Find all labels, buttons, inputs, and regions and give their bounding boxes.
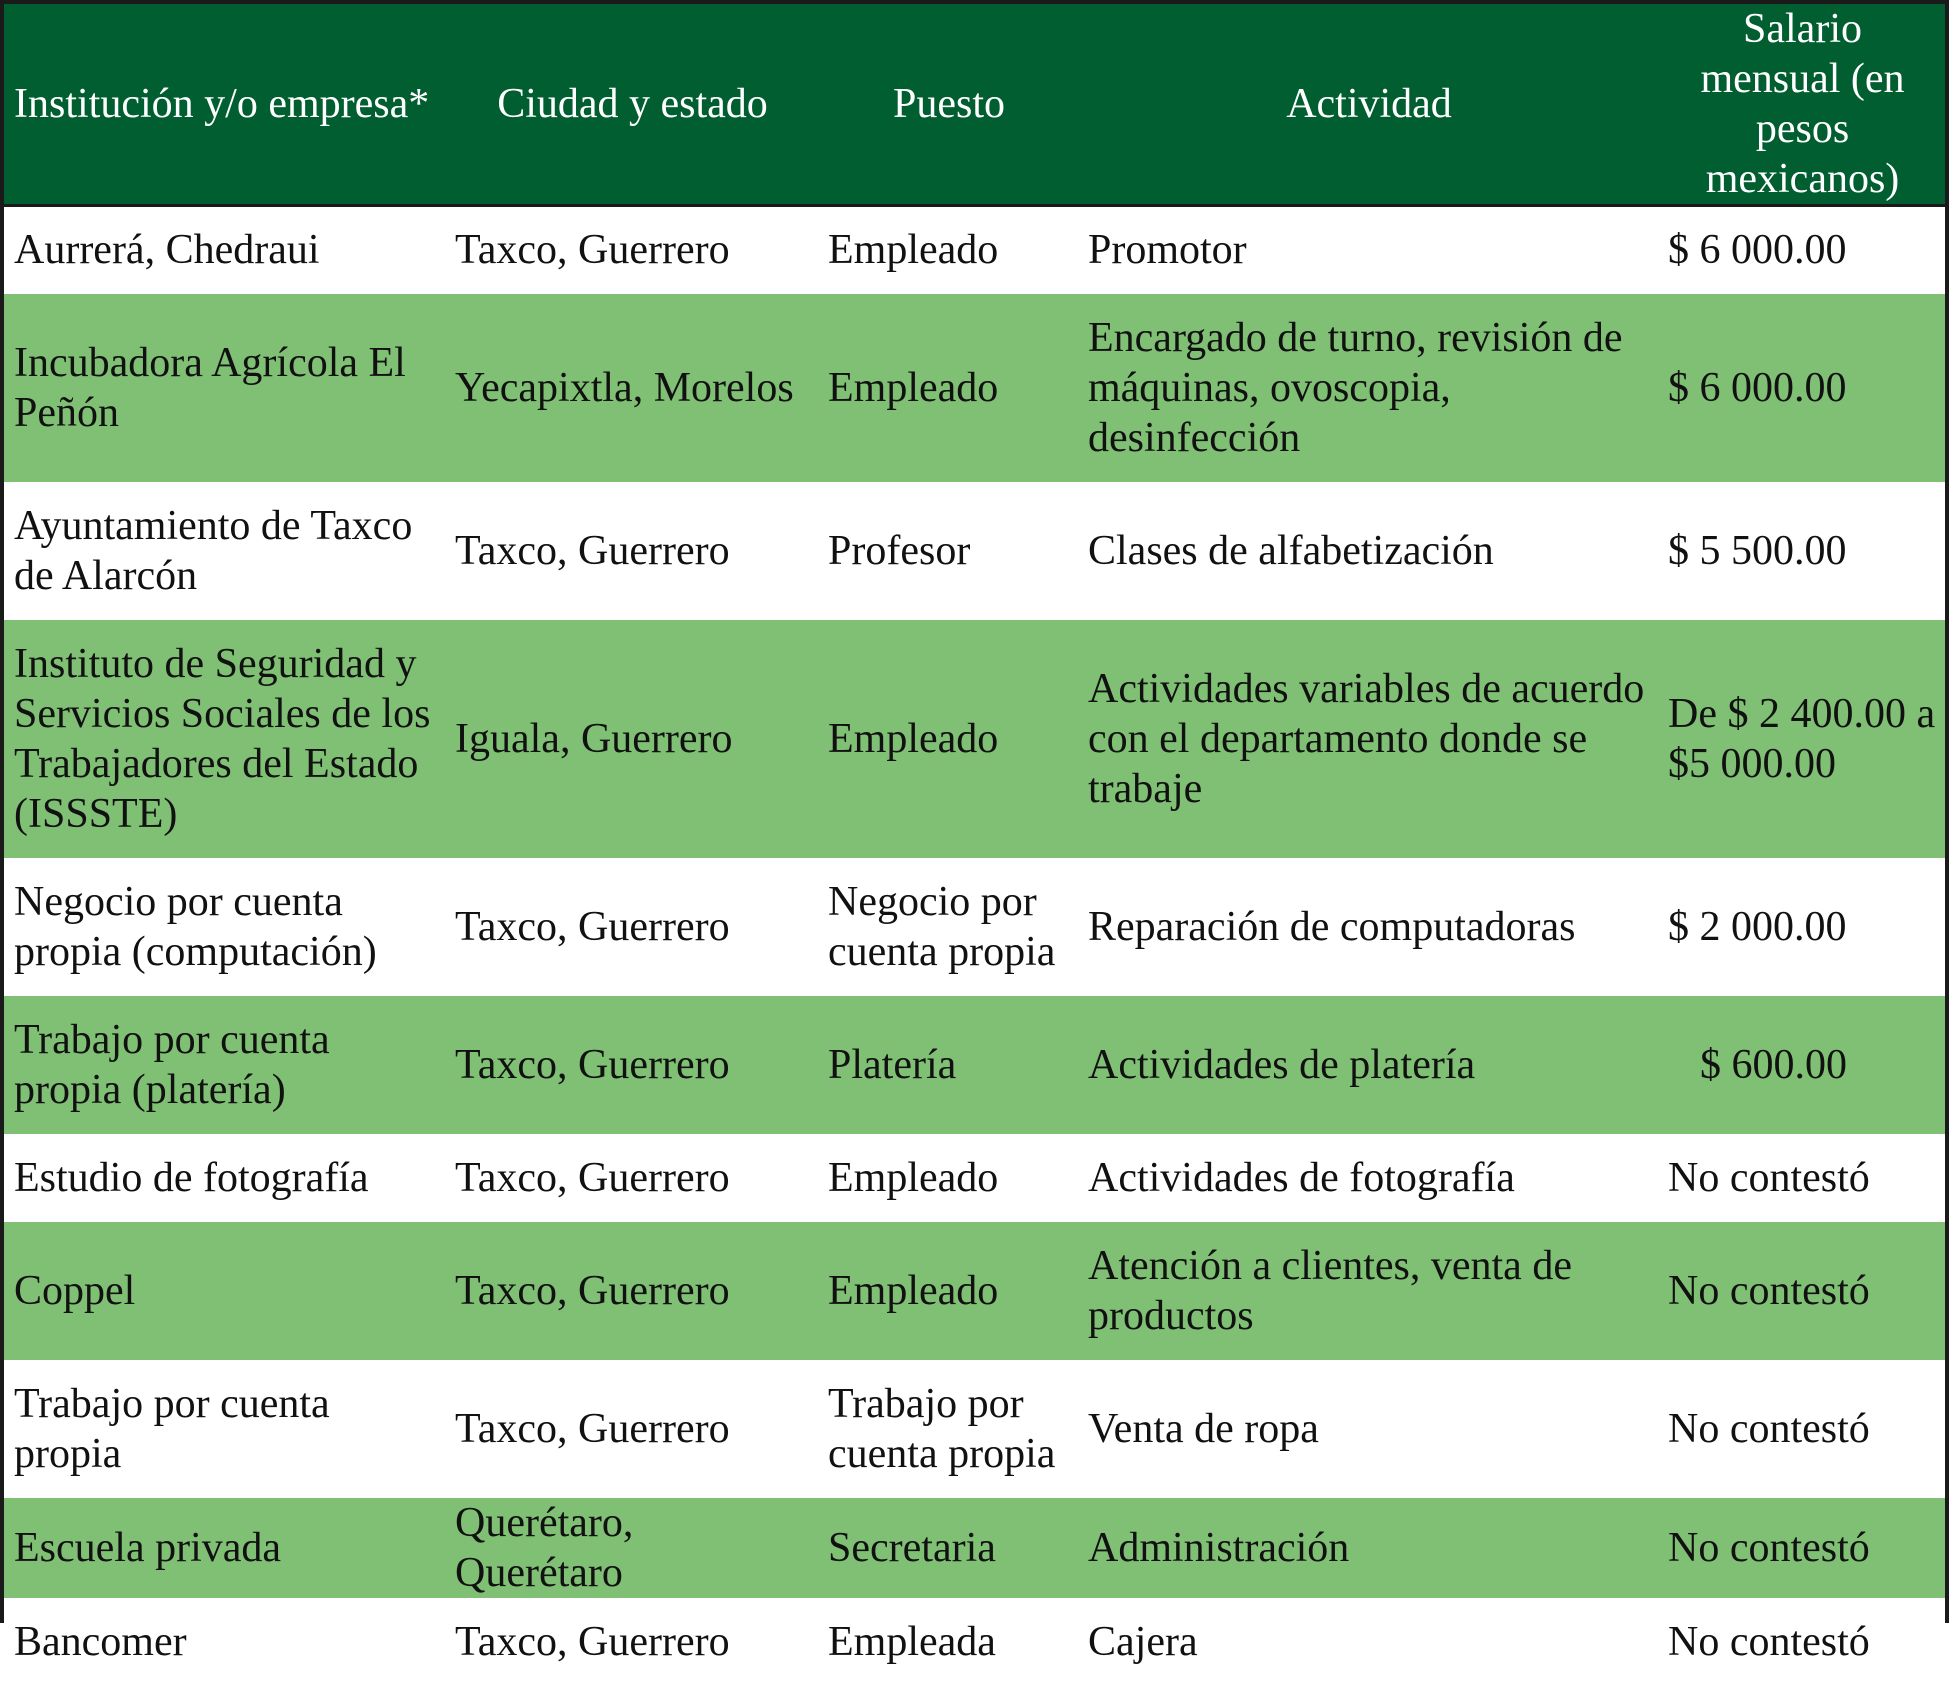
- cell-puesto: Empleado: [828, 227, 999, 274]
- salary-value: No contestó: [1668, 1618, 1870, 1665]
- header-institucion: Institución y/o empresa*: [14, 81, 430, 127]
- cell-puesto: Trabajo por cuenta propia: [828, 1380, 1056, 1477]
- cell-ciudad: Taxco, Guerrero: [455, 1041, 730, 1088]
- salary-value: $ 600.00: [1700, 1041, 1847, 1088]
- cell-actividad: Encargado de turno, revisión de máquinas, ovoscopia, desinfección: [1088, 314, 1623, 461]
- cell-puesto: Platería: [828, 1041, 957, 1088]
- cell-ciudad: Taxco, Guerrero: [455, 1405, 730, 1452]
- cell-institucion: Bancomer: [14, 1618, 187, 1665]
- cell-puesto: Negocio por cuenta propia: [828, 878, 1056, 975]
- cell-institucion: Estudio de fotografía: [14, 1154, 369, 1201]
- cell-puesto: Empleada: [828, 1618, 996, 1665]
- cell-ciudad: Taxco, Guerrero: [455, 227, 730, 274]
- table-row: [4, 1360, 1945, 1498]
- cell-ciudad: Yecapixtla, Morelos: [455, 364, 794, 411]
- header-salario: Salario mensual (en pesos mexicanos): [1700, 6, 1905, 202]
- cell-ciudad: Taxco, Guerrero: [455, 1267, 730, 1314]
- cell-salario: [1658, 858, 1945, 996]
- cell-ciudad: Taxco, Guerrero: [455, 903, 730, 950]
- cell-institucion: Trabajo por cuenta propia (platería): [14, 1016, 330, 1113]
- salary-value: No contestó: [1668, 1154, 1870, 1201]
- header-row: [4, 4, 1945, 206]
- cell-puesto: Secretaria: [828, 1524, 996, 1571]
- cell-actividad: Venta de ropa: [1088, 1405, 1319, 1452]
- cell-institucion: Trabajo por cuenta propia: [14, 1380, 330, 1477]
- table-row: [4, 1134, 1945, 1222]
- cell-salario: [1658, 1360, 1945, 1498]
- table-row: [4, 482, 1945, 620]
- cell-salario: [1658, 620, 1945, 858]
- salary-value: $ 2 000.00: [1668, 903, 1847, 950]
- cell-puesto: Empleado: [828, 364, 999, 411]
- cell-ciudad: Taxco, Guerrero: [455, 527, 730, 574]
- cell-salario: [1658, 1134, 1945, 1222]
- cell-puesto: Empleado: [828, 715, 999, 762]
- table-row: [4, 1222, 1945, 1360]
- cell-puesto: Empleado: [828, 1267, 999, 1314]
- table-row: [4, 1498, 1945, 1598]
- table-row: [4, 294, 1945, 482]
- cell-actividad: Cajera: [1088, 1618, 1198, 1665]
- table-row: [4, 206, 1945, 294]
- cell-actividad: Actividades de platería: [1088, 1041, 1476, 1088]
- cell-salario: [1658, 206, 1945, 294]
- cell-salario: [1658, 1598, 1945, 1686]
- salary-value: $ 6 000.00: [1668, 364, 1847, 411]
- salary-value: No contestó: [1668, 1405, 1870, 1452]
- cell-puesto: Empleado: [828, 1154, 999, 1201]
- header-puesto: Puesto: [892, 81, 1005, 127]
- cell-institucion: Negocio por cuenta propia (computación): [14, 878, 377, 975]
- cell-salario: [1658, 1222, 1945, 1360]
- cell-actividad: Actividades de fotografía: [1088, 1154, 1515, 1201]
- cell-ciudad: Taxco, Guerrero: [455, 1154, 730, 1201]
- cell-ciudad: Iguala, Guerrero: [455, 715, 733, 762]
- table-row: [4, 1598, 1945, 1686]
- cell-actividad: Atención a clientes, venta de productos: [1088, 1242, 1572, 1339]
- header-ciudad: Ciudad y estado: [497, 81, 768, 127]
- salary-value: $ 5 500.00: [1668, 527, 1847, 574]
- cell-ciudad: Taxco, Guerrero: [455, 1618, 730, 1665]
- header-actividad: Actividad: [1286, 81, 1452, 127]
- cell-actividad: Promotor: [1088, 227, 1247, 274]
- cell-salario: [1658, 1498, 1945, 1598]
- cell-actividad: Administración: [1088, 1524, 1350, 1571]
- cell-institucion: Incubadora Agrícola El Peñón: [14, 339, 406, 436]
- salary-value: $ 6 000.00: [1668, 227, 1847, 274]
- cell-institucion: Ayuntamiento de Taxco de Alarcón: [14, 502, 413, 599]
- cell-institucion: Coppel: [14, 1267, 136, 1314]
- cell-puesto: Profesor: [828, 527, 971, 574]
- salary-value: De $ 2 400.00 a $5 000.00: [1668, 690, 1936, 787]
- cell-actividad: Reparación de computadoras: [1088, 903, 1576, 950]
- table-row: [4, 858, 1945, 996]
- cell-ciudad: Querétaro, Querétaro: [455, 1499, 634, 1596]
- table-row: [4, 996, 1945, 1134]
- cell-salario: [1658, 482, 1945, 620]
- cell-institucion: Aurrerá, Chedraui: [14, 227, 320, 274]
- salary-value: No contestó: [1668, 1524, 1870, 1571]
- cell-actividad: Clases de alfabetización: [1088, 527, 1494, 574]
- cell-actividad: Actividades variables de acuerdo con el departamento donde se trabaje: [1088, 665, 1645, 812]
- table-row: [4, 620, 1945, 858]
- cell-institucion: Instituto de Seguridad y Servicios Sociales de los Trabajadores del Estado (ISSSTE): [14, 640, 431, 837]
- cell-salario: [1658, 996, 1945, 1134]
- cell-institucion: Escuela privada: [14, 1524, 282, 1571]
- cell-salario: [1658, 294, 1945, 482]
- salary-value: No contestó: [1668, 1267, 1870, 1314]
- employment-table: [4, 4, 1945, 1686]
